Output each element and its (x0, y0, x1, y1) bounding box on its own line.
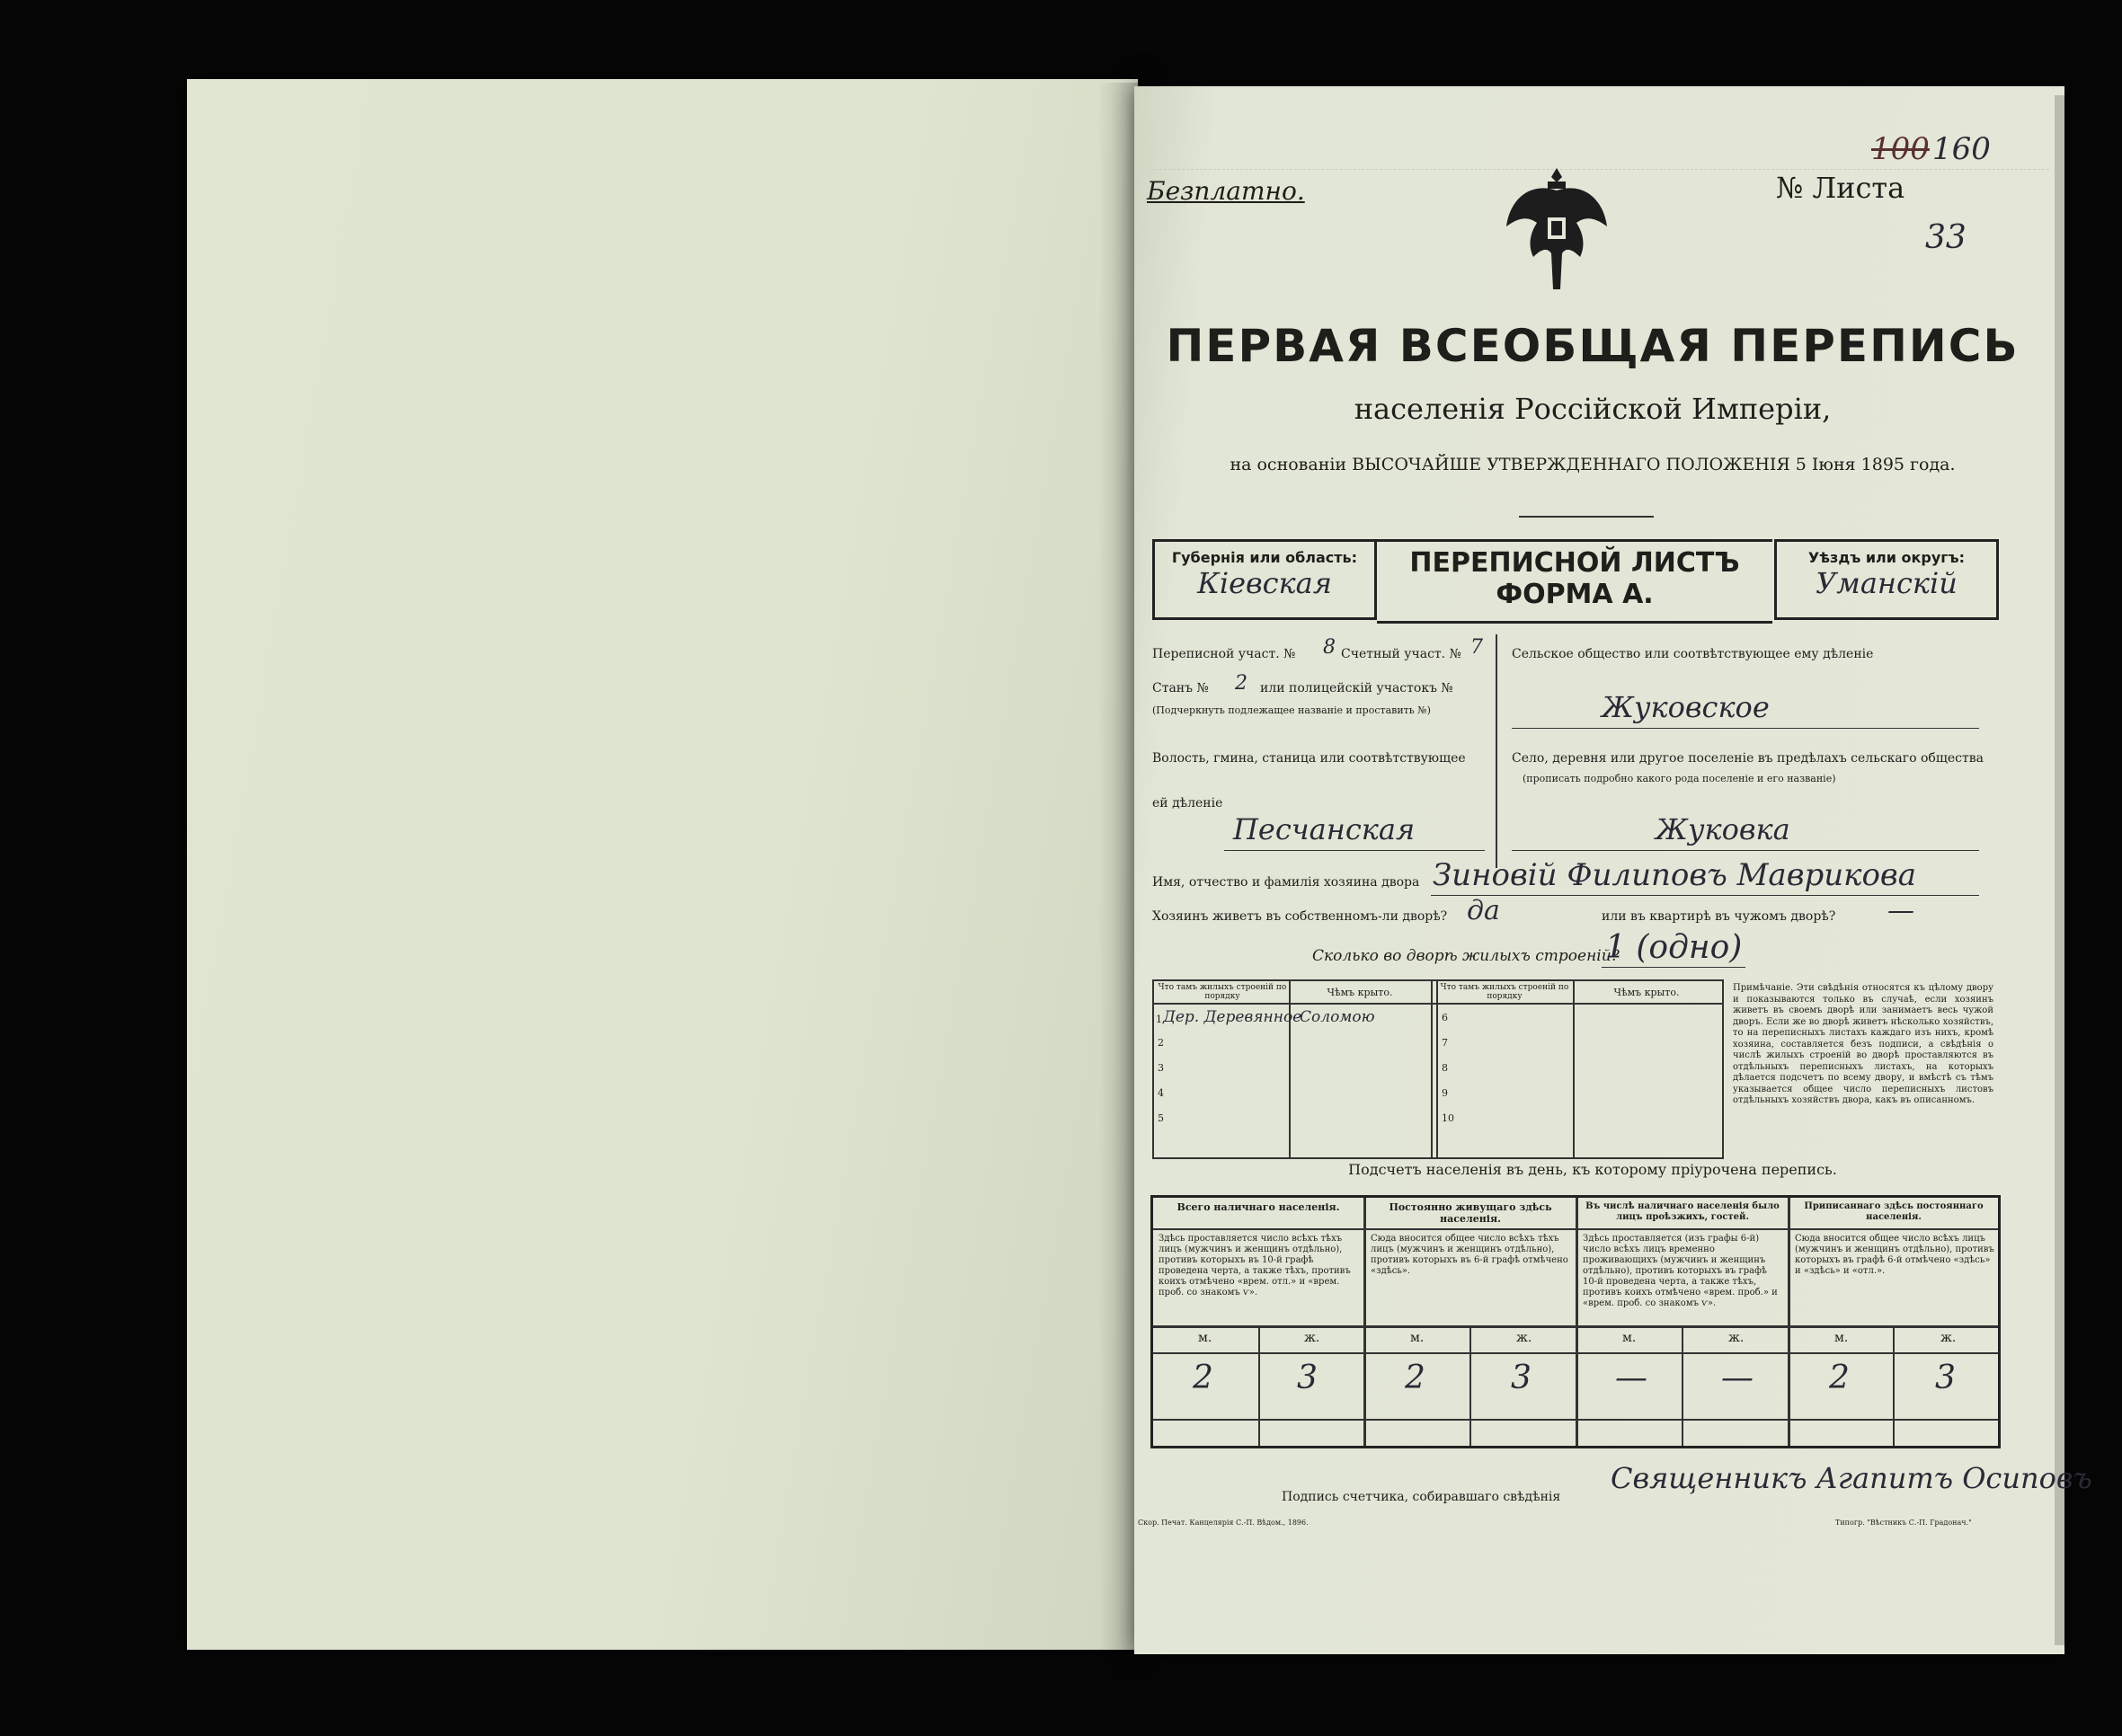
pt-col2-m-label: м. (1410, 1331, 1425, 1345)
pt-col3-f-label: ж. (1728, 1331, 1745, 1345)
pt-divider-1 (1363, 1198, 1366, 1446)
buildings-value: 1 (одно) (1605, 929, 1743, 966)
volost-underline (1224, 850, 1485, 851)
own-house-label: Хозяинъ живетъ въ собственномъ-ли дворѣ? (1152, 909, 1448, 924)
uezd-label: Уѣздъ или округъ: (1807, 549, 1966, 566)
stan-label: Станъ № (1152, 681, 1209, 695)
own-house-value: да (1467, 895, 1500, 926)
pt-col3-m-value: — (1615, 1360, 1647, 1396)
buildings-table (1152, 979, 1724, 1159)
village-value: Жуковка (1656, 812, 1790, 846)
page-stack-edge (2055, 95, 2064, 1645)
left-blank-page (187, 79, 1138, 1650)
pt-col1-f-label: ж. (1304, 1331, 1320, 1345)
pt-title-rule (1153, 1228, 1998, 1230)
table-row: 4 (1158, 1087, 1164, 1099)
table-row: 3 (1158, 1062, 1164, 1074)
gubernia-label: Губернія или область: (1171, 549, 1358, 566)
buildings-underline (1602, 967, 1745, 968)
pt-col1-desc: Здѣсь проставляется число всѣхъ тѣхъ лицъ (мужчинъ и женщинъ отдѣльно), противъ которыхъ въ 10-й графѣ проведена черта, а также тѣхъ, противъ коихъ отмѣчено «врем. отл.» и «врем. проб. со знакомъ ѵ». (1159, 1234, 1351, 1298)
counting-district-value: 7 (1470, 636, 1483, 659)
police-label: или полицейскій участокъ № (1260, 681, 1453, 695)
pt-col3-f-value: — (1721, 1360, 1754, 1396)
form-title-line-2: ФОРМА А. (1496, 579, 1654, 610)
pt-col1-m-label: м. (1198, 1331, 1212, 1345)
village-note: (прописать подробно какого рода поселеніе и его названіе) (1523, 773, 1836, 784)
census-form-page (1134, 86, 2092, 1654)
row-number: 1 (1156, 1014, 1162, 1025)
table-row: 5 (1158, 1112, 1164, 1124)
bt-header-rule (1154, 1003, 1722, 1005)
pt-col3-desc: Здѣсь проставляется (изъ графы 6-й) число всѣхъ лицъ временно проживающихъ (мужчинъ и женщинъ отдѣльно), противъ которыхъ въ графѣ 10-й проведена черта, а также тѣхъ, противъ коихъ отмѣчено «врем. проб.» и «врем. проб. со знакомъ ѵ». (1583, 1234, 1778, 1308)
sheet-number-handwritten: 160 (1932, 131, 1991, 167)
pt-mf-rule (1153, 1352, 1998, 1354)
census-subtitle: населенія Россійской Имперіи, (1354, 392, 1832, 426)
gubernia-box (1152, 539, 1377, 620)
info-divider (1496, 634, 1497, 868)
building-kind: Дер. Деревянное (1163, 1008, 1302, 1026)
signature-label: Подпись счетчика, собиравшаго свѣдѣнія (1282, 1490, 1561, 1504)
pt-col4-desc: Сюда вносится общее число всѣхъ лицъ (мужчинъ и женщинъ отдѣльно), противъ которыхъ въ графѣ 6-й отмѣчено «здѣсь» и «здѣсь» и «отл.». (1795, 1234, 1994, 1276)
underline-note: (Подчеркнуть подлежащее названіе и проставить №) (1152, 704, 1431, 716)
pt-col4-f-label: ж. (1940, 1331, 1957, 1345)
bt-col4-header: Чѣмъ крыто. (1613, 987, 1680, 998)
pt-col3-m-label: м. (1622, 1331, 1637, 1345)
bt-col-divider-3 (1436, 981, 1438, 1157)
pt-col4-title: Приписаннаго здѣсь постояннаго населенія. (1804, 1201, 1984, 1222)
counter-signature: Священникъ Агапитъ Осиповъ (1611, 1461, 2092, 1495)
free-label: Безплатно. (1147, 176, 1305, 206)
table-row: 7 (1442, 1037, 1448, 1049)
pt-sub-1 (1258, 1325, 1260, 1446)
table-row: 2 (1158, 1037, 1164, 1049)
pt-col2-f-value: 3 (1511, 1360, 1532, 1396)
rented-value: — (1887, 895, 1914, 926)
counting-district-label: Счетный участ. № (1341, 647, 1461, 661)
pt-divider-3 (1788, 1198, 1790, 1446)
volost-label: Волость, гмина, станица или соотвѣтствующее (1152, 751, 1466, 766)
building-roof: Соломою (1300, 1008, 1375, 1026)
pt-divider-2 (1576, 1198, 1578, 1446)
owner-value: Зиновій Филиповъ Маврикова (1433, 857, 1916, 893)
population-heading: Подсчетъ населенія въ день, къ которому пріурочена перепись. (1348, 1161, 1837, 1178)
buildings-label: Сколько во дворѣ жилыхъ строеній? (1312, 947, 1620, 965)
table-row: 10 (1442, 1112, 1454, 1124)
pt-sub-3 (1682, 1325, 1683, 1446)
pt-col4-m-value: 2 (1829, 1360, 1850, 1396)
pt-col1-f-value: 3 (1297, 1360, 1318, 1396)
volost-value: Песчанская (1233, 812, 1416, 846)
population-table (1150, 1195, 2001, 1448)
form-title-line-1: ПЕРЕПИСНОЙ ЛИСТЪ (1409, 547, 1740, 579)
village-underline (1512, 850, 1979, 851)
left-imprint: Скор. Печат. Канцелярія С.-П. Вѣдом., 1896. (1138, 1519, 1309, 1527)
bt-col3-header: Что тамъ жилыхъ строеній по порядку (1440, 983, 1569, 1001)
census-title: ПЕРВАЯ ВСЕОБЩАЯ ПЕРЕПИСЬ (1166, 320, 2020, 372)
pt-col2-desc: Сюда вносится общее число всѣхъ тѣхъ лицъ (мужчинъ и женщинъ отдѣльно), противъ которыхъ въ 6-й графѣ отмѣчено «здѣсь». (1371, 1234, 1568, 1276)
sheet-number-crossed: 100 (1871, 131, 1930, 167)
bt-col1-header: Что тамъ жилыхъ строеній по порядку (1158, 983, 1287, 1001)
pt-value-rule (1153, 1419, 1998, 1421)
sheet-number-label: № Листа (1776, 171, 1905, 205)
society-underline (1512, 728, 1979, 729)
society-label: Сельское общество или соотвѣтствующее ему дѣленіе (1512, 647, 1874, 661)
bt-col2-header: Чѣмъ крыто. (1327, 987, 1393, 998)
society-value: Жуковское (1602, 690, 1770, 724)
census-district-value: 8 (1323, 636, 1336, 659)
pt-sub-2 (1469, 1325, 1471, 1446)
pt-col2-title: Постоянно живущаго здѣсь населенія. (1389, 1201, 1552, 1225)
pt-col2-f-label: ж. (1516, 1331, 1532, 1345)
village-label: Село, деревня или другое поселеніе въ предѣлахъ сельскаго общества (1512, 751, 1984, 766)
pt-col1-m-value: 2 (1193, 1360, 1213, 1396)
pt-desc-rule (1153, 1325, 1998, 1328)
census-district-label: Переписной участ. № (1152, 647, 1296, 661)
ornament-divider (1519, 516, 1654, 518)
bt-col-divider-4 (1573, 981, 1575, 1157)
double-headed-eagle-emblem (1503, 164, 1611, 298)
pt-col1-title: Всего наличнаго населенія. (1176, 1201, 1340, 1213)
pt-col2-m-value: 2 (1405, 1360, 1425, 1396)
uezd-value: Уманскій (1816, 566, 1958, 600)
stan-value: 2 (1235, 672, 1247, 695)
pt-sub-4 (1893, 1325, 1895, 1446)
note-text: Примѣчаніе. Эти свѣдѣнія относятся къ цѣлому двору и показываются только въ случаѣ, если хозяинъ живетъ въ своемъ дворѣ или занимаетъ весь чужой дворъ. Если же во дворѣ живетъ нѣсколько хозяйствъ, то на переписныхъ листахъ каждаго изъ нихъ, кромѣ хозяина, составляется безъ подписи, а свѣдѣнія о числѣ жилыхъ строеній во дворѣ проставляются въ отдѣльныхъ переписныхъ листахъ, на которыхъ дѣлается подсчетъ по всему двору, и вмѣстѣ съ тѣмъ указывается общее число переписныхъ листовъ отдѣльныхъ хозяйствъ двора, какъ въ описанномъ. (1733, 983, 1993, 1105)
table-row: 9 (1442, 1087, 1448, 1099)
sheet-sub-number: 33 (1925, 219, 1967, 256)
table-row: 8 (1442, 1062, 1448, 1074)
form-title-box (1377, 539, 1772, 624)
census-basis: на основаніи ВЫСОЧАЙШЕ УТВЕРЖДЕННАГО ПОЛОЖЕНІЯ 5 Іюня 1895 года. (1230, 455, 1956, 474)
bt-col-divider-2 (1431, 981, 1433, 1157)
volost-label-2: ей дѣленіе (1152, 796, 1223, 810)
book-spine (1098, 83, 1138, 1650)
uezd-box (1774, 539, 1999, 620)
rented-label: или въ квартирѣ въ чужомъ дворѣ? (1602, 909, 1836, 924)
pt-col4-m-label: м. (1834, 1331, 1849, 1345)
right-imprint: Типогр. "Вѣстникъ С.-П. Градонач." (1835, 1519, 1972, 1527)
pt-col4-f-value: 3 (1935, 1360, 1956, 1396)
table-row: 6 (1442, 1012, 1448, 1023)
pt-col3-title: Въ числѣ наличнаго населенія было лицъ проѣзжихъ, гостей. (1585, 1201, 1780, 1222)
owner-label: Имя, отчество и фамилія хозяина двора (1152, 875, 1420, 890)
gubernia-value: Кіевская (1197, 566, 1332, 600)
